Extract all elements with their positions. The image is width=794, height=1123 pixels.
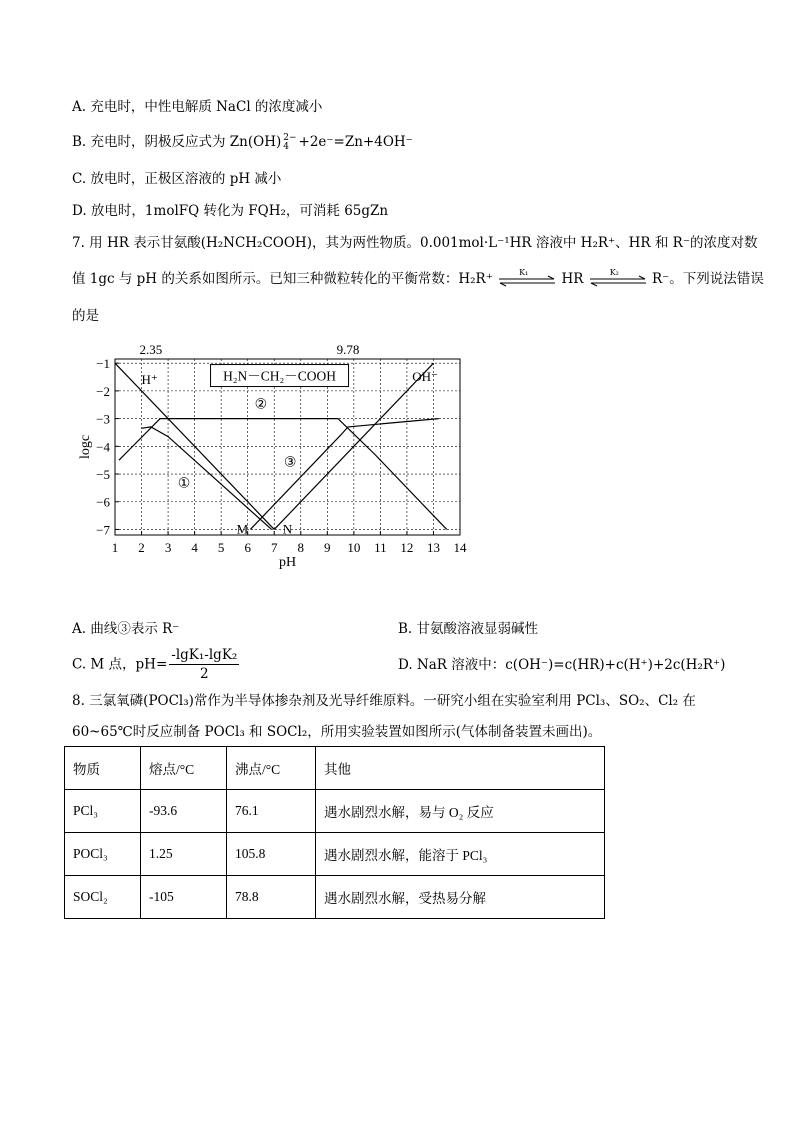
q6-option-b-sup: 2− [283,132,297,143]
properties-table [64,746,605,919]
formula-box-text: H₂N－CH₂－COOH [223,368,336,384]
table-cell: -105 [141,876,227,919]
table-cell: 1.25 [141,833,227,876]
y-tick-label: −6 [96,494,110,510]
table-cell: 遇水剧烈水解，受热易分解 [316,876,605,919]
x-tick-label: 8 [297,540,305,555]
table-cell: 76.1 [227,790,316,833]
top-value-label: 2.35 [139,342,163,357]
header-cell: 沸点/°C [227,747,316,790]
table-cell: SOCl₂ [65,876,141,919]
q7-option-d: D. NaR 溶液中：c(OH⁻)=c(HR)+c(H⁺)+2c(H₂R⁺) [398,657,726,673]
table-cell: 78.8 [227,876,316,919]
x-tick-label: 13 [426,540,440,555]
table-row [65,790,605,833]
q6-option-a: A. 充电时，中性电解质 NaCl 的浓度减小 [72,99,323,115]
q7-option-c-fraction [169,647,239,683]
series-label-h-plus: H⁺ [141,371,158,387]
q7-option-a: A. 曲线③表示 R⁻ [72,621,180,637]
q6-option-b-prefix: B. 充电时，阴极反应式为 Zn(OH) [72,134,282,150]
q7-stem-line2-c: R⁻。下列说法错误 [651,271,764,287]
point-label-n: N [282,521,293,537]
series-line [142,427,272,530]
x-tick-label: 6 [244,540,251,555]
q7-stem-line1: 7. 用 HR 表示甘氨酸(H₂NCH₂COOH)，其为两性物质。0.001mol·L⁻¹HR 溶液中 H₂R⁺、HR 和 R⁻的浓度对数 [72,235,758,251]
table-row [65,876,605,919]
y-tick-label: −4 [96,439,110,455]
y-axis-label: logc [78,434,93,460]
q7-stem-line3: 的是 [72,308,99,324]
q7-stem-line2-a: 值 1gc 与 pH 的关系如图所示。已知三种微粒转化的平衡常数：H₂R⁺ [72,271,493,287]
x-tick-label: 12 [400,540,414,555]
series-label-oh-minus: OH⁻ [412,369,438,385]
y-tick-label: −1 [96,356,110,372]
x-tick-label: 11 [374,540,387,555]
q6-option-c: C. 放电时，正极区溶液的 pH 减小 [72,171,282,187]
y-tick-label: −2 [96,383,110,399]
header-cell: 其他 [316,747,605,790]
x-tick-label: 3 [164,540,172,555]
x-tick-label: 14 [453,540,467,555]
q8-stem-line1: 8. 三氯氧磷(POCl₃)常作为半导体掺杂剂及光导纤维原料。一研究小组在实验室利用 PCl₃、SO₂、Cl₂ 在 [72,693,696,709]
x-tick-label: 7 [270,540,278,555]
table-cell: POCl₃ [65,833,141,876]
q6-option-d: D. 放电时，1molFQ 转化为 FQH₂，可消耗 65gZn [72,203,389,219]
y-tick-label: −7 [96,522,110,538]
header-cell: 物质 [65,747,141,790]
q7-option-c-prefix: C. M 点，pH= [72,656,168,673]
fraction-numerator: -lgK₁-lgK₂ [171,647,238,663]
q8-stem-line2: 60~65℃时反应制备 POCl₃ 和 SOCl₂，所用实验装置如图所示(气体制备装置未画出)。 [72,724,602,740]
y-tick-label: −3 [96,411,110,427]
table-header-row [65,747,605,790]
table-row [65,833,605,876]
table-cell: -93.6 [141,790,227,833]
curve-label-1: ① [177,476,191,492]
curve-label-2: ② [254,397,268,413]
header-cell: 熔点/°C [141,747,227,790]
k1-label: K₁ [519,267,529,277]
q7-stem-line2-b: HR [561,271,584,287]
x-tick-label: 9 [324,540,331,555]
top-value-label: 9.78 [336,342,360,357]
table-cell: PCl₃ [65,790,141,833]
table-cell: 105.8 [227,833,316,876]
y-tick-label: −5 [96,467,110,483]
table-cell: 遇水剧烈水解，易与 O₂ 反应 [316,790,605,833]
point-label-m: M [236,521,249,537]
x-tick-label: 2 [138,540,145,555]
x-tick-label: 5 [217,540,225,555]
x-axis-label: pH [278,555,297,570]
x-tick-label: 1 [111,540,119,555]
q7-option-b: B. 甘氨酸溶液显弱碱性 [398,621,539,637]
fraction-denominator: 2 [200,666,209,682]
q6-option-b-suffix: +2e⁻=Zn+4OH⁻ [298,134,413,150]
x-tick-label: 4 [191,540,198,555]
k2-label: K₂ [609,267,619,277]
q7-option-c [72,647,239,683]
curve-label-3: ③ [283,455,297,471]
q6-option-b-sub: 4 [283,141,289,152]
x-tick-label: 10 [347,540,361,555]
table-cell: 遇水剧烈水解，能溶于 PCl₃ [316,833,605,876]
